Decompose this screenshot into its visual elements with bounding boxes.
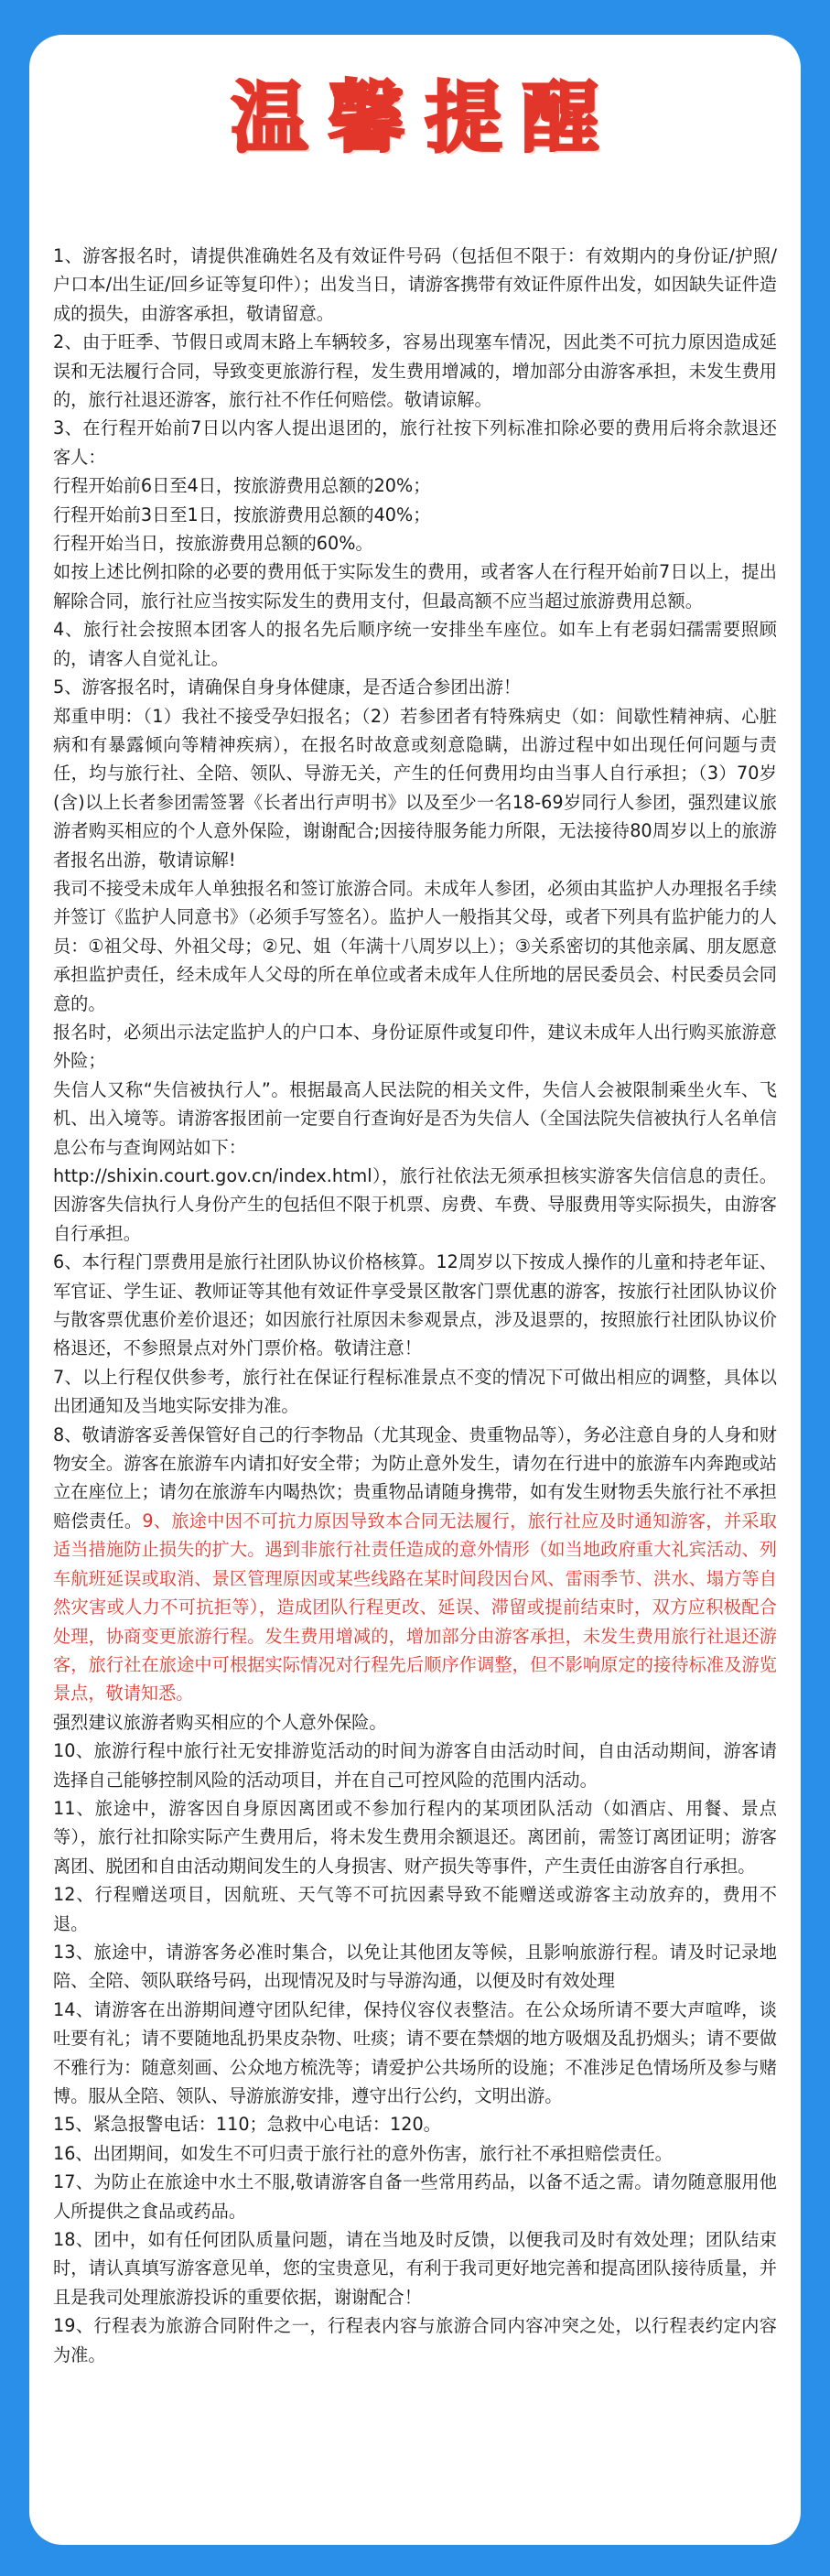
paragraph: 16、出团期间，如发生不可归责于旅行社的意外伤害，旅行社不承担赔偿责任。 (53, 2142, 673, 2164)
notice-content (53, 242, 777, 2369)
page-title: 温馨提醒 (231, 71, 620, 163)
paragraph: 4、旅行社会按照本团客人的报名先后顺序统一安排坐车座位。如车上有老弱妇孺需要照顾的，请客人自觉礼让。 (53, 619, 777, 669)
paragraph: 7、以上行程仅供参考，旅行社在保证行程标准景点不变的情况下可做出相应的调整，具体以出团通知及当地实际安排为准。 (53, 1366, 777, 1417)
paragraph: 18、团中，如有任何团队质量问题，请在当地及时反馈，以便我司及时有效处理；团队结束时，请认真填写游客意见单，您的宝贵意见，有利于我司更好地完善和提高团队接待质量，并且是我司处理旅游投诉的重要依据，谢谢配合！ (53, 2229, 777, 2308)
paragraph: 报名时，必须出示法定监护人的户口本、身份证原件或复印件，建议未成年人出行购买旅游意外险； (53, 1021, 777, 1072)
paragraph: 13、旅途中，请游客务必准时集合，以免让其他团友等候，且影响旅游行程。请及时记录地陪、全陪、领队联络号码，出现情况及时与导游沟通，以便及时有效处理 (53, 1941, 777, 1992)
paragraph: 6、本行程门票费用是旅行社团队协议价格核算。12周岁以下按成人操作的儿童和持老年证、军官证、学生证、教师证等其他有效证件享受景区散客门票优惠的游客，按旅行社团队协议价与散客票优惠价差价退还；如因旅行社原因未参观景点，涉及退票的，按照旅行社团队协议价格退还，不参照景点对外门票价格。敬请注意！ (53, 1251, 777, 1359)
paragraph: 行程开始前3日至1日，按旅游费用总额的40%； (53, 503, 431, 525)
paragraph: 19、行程表为旅游合同附件之一，行程表内容与旅游合同内容冲突之处，以行程表约定内容为准。 (53, 2315, 777, 2365)
paragraph: 我司不接受未成年人单独报名和签订旅游合同。未成年人参团，必须由其监护人办理报名手续并签订《监护人同意书》（必须手写签名）。监护人一般指其父母，或者下列具有监护能力的人员：①祖父母、外祖父母；②兄、姐（年满十八周岁以上）；③关系密切的其他亲属、朋友愿意承担监护责任，经未成年人父母的所在单位或者未成年人住所地的居民委员会、村民委员会同意的。 (53, 877, 777, 1014)
paragraph: 12、行程赠送项目，因航班、天气等不可抗因素导致不能赠送或游客主动放弃的，费用不退。 (53, 1884, 777, 1934)
paragraph: 14、请游客在出游期间遵守团队纪律，保持仪容仪表整洁。在公众场所请不要大声喧哗，谈吐要有礼；请不要随地乱扔果皮杂物、吐痰；请不要在禁烟的地方吸烟及乱扔烟头；请不要做不雅行为：随意刻画、公众地方梳洗等；请爱护公共场所的设施；不准涉足色情场所及参与赌博。服从全陪、领队、导游旅游安排，遵守出行公约，文明出游。 (53, 1998, 777, 2106)
paragraph: 10、旅游行程中旅行社无安排游览活动的时间为游客自由活动时间，自由活动期间，游客请选择自己能够控制风险的活动项目，并在自己可控风险的范围内活动。 (53, 1740, 777, 1791)
paragraph: 3、在行程开始前7日以内客人提出退团的，旅行社按下列标准扣除必要的费用后将余款退还客人： (53, 417, 777, 468)
notice-card (29, 35, 801, 2545)
paragraph: 11、旅途中，游客因自身原因离团或不参加行程内的某项团队活动（如酒店、用餐、景点等），旅行社扣除实际产生费用后，将未发生费用余额退还。离团前，需签订离团证明；游客离团、脱团和自由活动期间发生的人身损害、财产损失等事件，产生责任由游客自行承担。 (53, 1797, 777, 1877)
paragraph: 强烈建议旅游者购买相应的个人意外保险。 (53, 1711, 387, 1733)
paragraph-text: 8、敬请游客妥善保管好自己的行李物品（尤其现金、贵重物品等），务必注意自身的人身和财物安全。游客在旅游车内请扣好安全带；为防止意外发生，请勿在行进中的旅游车内奔跑或站立在座位上；请勿在旅游车内喝热饮；贵重物品请随身携带，如有发生财物丢失旅行社不承担赔偿责任。 (53, 1423, 777, 1532)
paragraph: 失信人又称“失信被执行人”。根据最高人民法院的相关文件，失信人会被限制乘坐火车、飞机、出入境等。请游客报团前一定要自行查询好是否为失信人（全国法院失信被执行人名单信息公布与查询网站如下： (53, 1078, 777, 1158)
paragraph: 行程开始当日，按旅游费用总额的60%。 (53, 533, 373, 555)
paragraph-item-9 (53, 1421, 777, 1708)
paragraph: 17、为防止在旅途中水土不服,敬请游客自备一些常用药品，以备不适之需。请勿随意服用他人所提供之食品或药品。 (53, 2171, 777, 2222)
paragraph: 1、游客报名时，请提供准确姓名及有效证件号码（包括但不限于：有效期内的身份证/护照/户口本/出生证/回乡证等复印件）；出发当日，请游客携带有效证件原件出发，如因缺失证件造成的损失，由游客承担，敬请留意。 (53, 245, 777, 324)
title-area (53, 35, 777, 189)
paragraph: 如按上述比例扣除的必要的费用低于实际发生的费用，或者客人在行程开始前7日以上，提出解除合同，旅行社应当按实际发生的费用支付，但最高额不应当超过旅游费用总额。 (53, 561, 777, 612)
paragraph: 2、由于旺季、节假日或周末路上车辆较多，容易出现塞车情况，因此类不可抗力原因造成延误和无法履行合同，导致变更旅游行程，发生费用增减的，增加部分由游客承担，未发生费用的，旅行社退还游客，旅行社不作任何赔偿。敬请谅解。 (53, 331, 777, 411)
paragraph: 5、游客报名时，请确保自身身体健康，是否适合参团出游！ (53, 676, 522, 698)
insurance-highlight: 9、旅途中因不可抗力原因导致本合同无法履行，旅行社应及时通知游客，并采取适当措施防止损失的扩大。遇到非旅行社责任造成的意外情形（如当地政府重大礼宾活动、列车航班延误或取消、景区管理原因或某些线路在某时间段因台风、雷雨季节、洪水、塌方等自然灾害或人力不可抗拒等），造成团队行程更改、延误、滞留或提前结束时，双方应积极配合处理，协商变更旅游行程。发生费用增减的，增加部分由游客承担，未发生费用旅行社退还游客，旅行社在旅途中可根据实际情况对行程先后顺序作调整，但不影响原定的接待标准及游览景点，敬请知悉。 (53, 1510, 777, 1705)
paragraph: 行程开始前6日至4日，按旅游费用总额的20%； (53, 475, 431, 497)
paragraph: 郑重申明：（1）我社不接受孕妇报名；（2）若参团者有特殊病史（如：间歇性精神病、心脏病和有暴露倾向等精神疾病），在报名时故意或刻意隐瞒，出游过程中如出现任何问题与责任，均与旅行社、全陪、领队、导游无关，产生的任何费用均由当事人自行承担；（3）70岁(含)以上长者参团需签署《长者出行声明书》以及至少一名18-69岁同行人参团，强烈建议旅游者购买相应的个人意外保险，谢谢配合;因接待服务能力所限，无法接待80周岁以上的旅游者报名出游，敬请谅解! (53, 705, 777, 871)
paragraph: 15、紧急报警电话：110；急救中心电话：120。 (53, 2114, 441, 2136)
paragraph: http://shixin.court.gov.cn/index.html），旅行社依法无须承担核实游客失信信息的责任。因游客失信执行人身份产生的包括但不限于机票、房费、车费、导服费用等实际损失，由游客自行承担。 (53, 1165, 777, 1244)
